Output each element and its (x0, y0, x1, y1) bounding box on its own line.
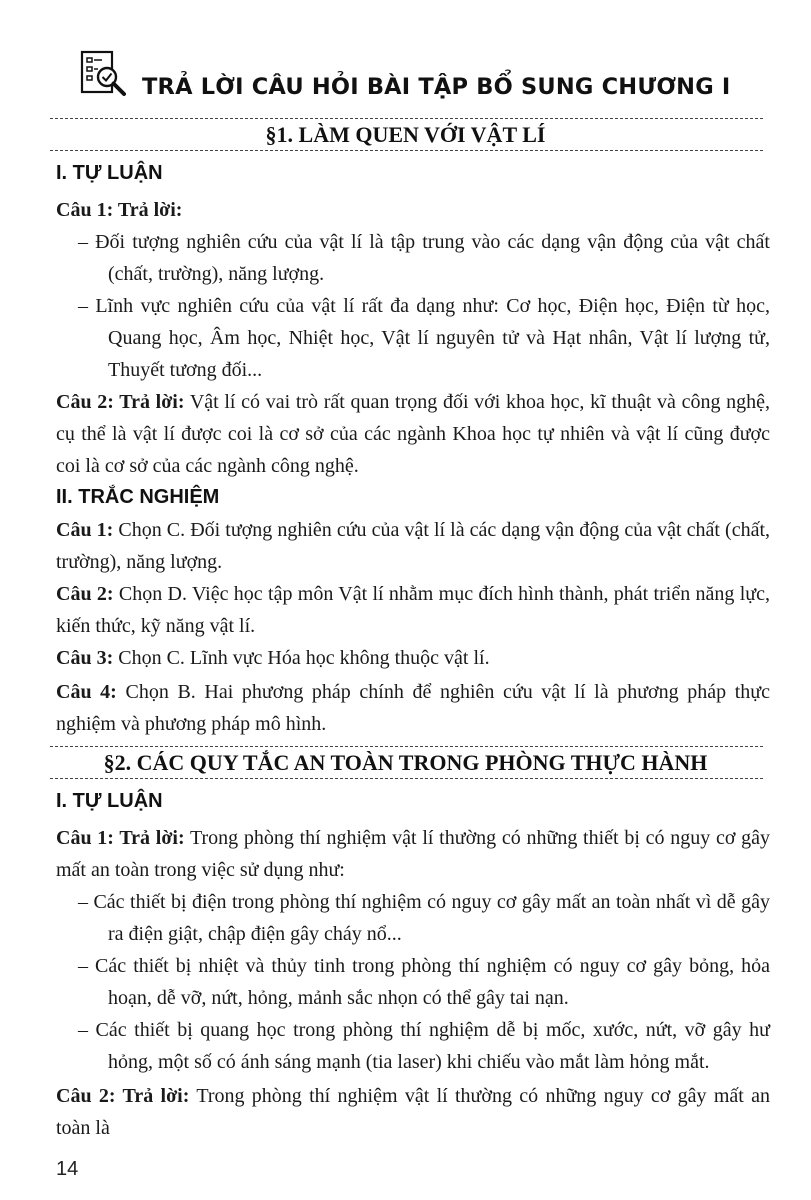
section-2-essay-q2 (56, 1080, 770, 1144)
section-1-essay-heading: I. TỰ LUẬN (56, 162, 163, 184)
document-search-icon (80, 50, 128, 102)
page-number: 14 (56, 1158, 79, 1180)
answer-text: Chọn C. Đối tượng nghiên cứu của vật lí là các dạng vận động của vật chất (chất, trường), năng lượng. (56, 519, 771, 573)
question-label: Câu 1: (56, 519, 114, 541)
section-2-essay-heading: I. TỰ LUẬN (56, 790, 163, 812)
section-2-essay-q1 (56, 822, 770, 886)
section-divider-top (50, 118, 763, 119)
chapter-header (70, 48, 760, 108)
section-title-2: §2. CÁC QUY TẮC AN TOÀN TRONG PHÒNG THỰC HÀNH (103, 750, 708, 775)
answer-text: Trong phòng thí nghiệm vật lí thường có những thiết bị có nguy cơ gây mất an toàn trong việc sử dụng như: (56, 827, 770, 881)
section-2-essay-q1-bullet-2: – Các thiết bị nhiệt và thủy tinh trong phòng thí nghiệm có nguy cơ gây bỏng, hỏa hoạn, dễ vỡ, nứt, hỏng, mảnh sắc nhọn có thể gây tai nạn. (78, 955, 770, 1009)
question-label: Câu 4: (56, 681, 117, 703)
answer-text: Chọn C. Lĩnh vực Hóa học không thuộc vật lí. (118, 647, 490, 669)
section-divider-bottom (50, 778, 763, 779)
answer-text: Trong phòng thí nghiệm vật lí thường có những nguy cơ gây mất an toàn là (56, 1085, 771, 1139)
section-divider-top (50, 746, 763, 747)
question-label: Câu 2: Trả lời: (56, 1085, 190, 1107)
question-label: Câu 3: (56, 647, 114, 669)
question-label: Câu 1: Trả lời: (56, 199, 183, 221)
question-label: Câu 2: Trả lời: (56, 391, 185, 413)
answer-text: Chọn D. Việc học tập môn Vật lí nhằm mục đích hình thành, phát triển năng lực, kiến thức, kỹ năng vật lí. (56, 583, 770, 637)
section-1-essay-q1-bullet-1: – Đối tượng nghiên cứu của vật lí là tập trung vào các dạng vận động của vật chất (chất, trường), năng lượng. (78, 231, 770, 285)
section-1-essay-q2 (56, 386, 770, 482)
section-1-mcq-item-3 (56, 642, 770, 674)
answer-text: Vật lí có vai trò rất quan trọng đối với khoa học, kĩ thuật và công nghệ, cụ thể là vật lí được coi là cơ sở của các ngành Khoa học tự nhiên và vật lí cũng được coi là cơ sở của các ngành công nghệ. (56, 391, 771, 477)
question-label: Câu 2: (56, 583, 114, 605)
section-title-1: §1. LÀM QUEN VỚI VẬT LÍ (265, 122, 546, 147)
section-1-mcq-item-2 (56, 578, 770, 642)
section-1-essay-q1-bullet-2: – Lĩnh vực nghiên cứu của vật lí rất đa dạng như: Cơ học, Điện học, Điện từ học, Quang học, Âm học, Nhiệt học, Vật lí nguyên tử và Hạt nhân, Vật lí lượng tử, Thuyết tương đối... (78, 295, 770, 381)
section-1-mcq-heading: II. TRẮC NGHIỆM (56, 486, 220, 508)
section-1-mcq-item-4 (56, 676, 770, 740)
section-1-mcq-item-1 (56, 514, 770, 578)
section-2-essay-q1-bullet-3: – Các thiết bị quang học trong phòng thí nghiệm dễ bị mốc, xước, nứt, vỡ gây hư hỏng, một số có ánh sáng mạnh (tia laser) khi chiếu vào mắt làm hỏng mắt. (78, 1019, 770, 1073)
question-label: Câu 1: Trả lời: (56, 827, 185, 849)
answer-text: Chọn B. Hai phương pháp chính để nghiên cứu vật lí là phương pháp thực nghiệm và phương pháp mô hình. (56, 681, 771, 735)
section-1-essay-q1-label (56, 194, 770, 226)
chapter-title: TRẢ LỜI CÂU HỎI BÀI TẬP BỔ SUNG CHƯƠNG I (142, 74, 731, 100)
section-2-essay-q1-bullet-1: – Các thiết bị điện trong phòng thí nghiệm có nguy cơ gây mất an toàn nhất vì dễ gây ra điện giật, chập điện gây cháy nổ... (78, 891, 770, 945)
section-divider-bottom (50, 150, 763, 151)
